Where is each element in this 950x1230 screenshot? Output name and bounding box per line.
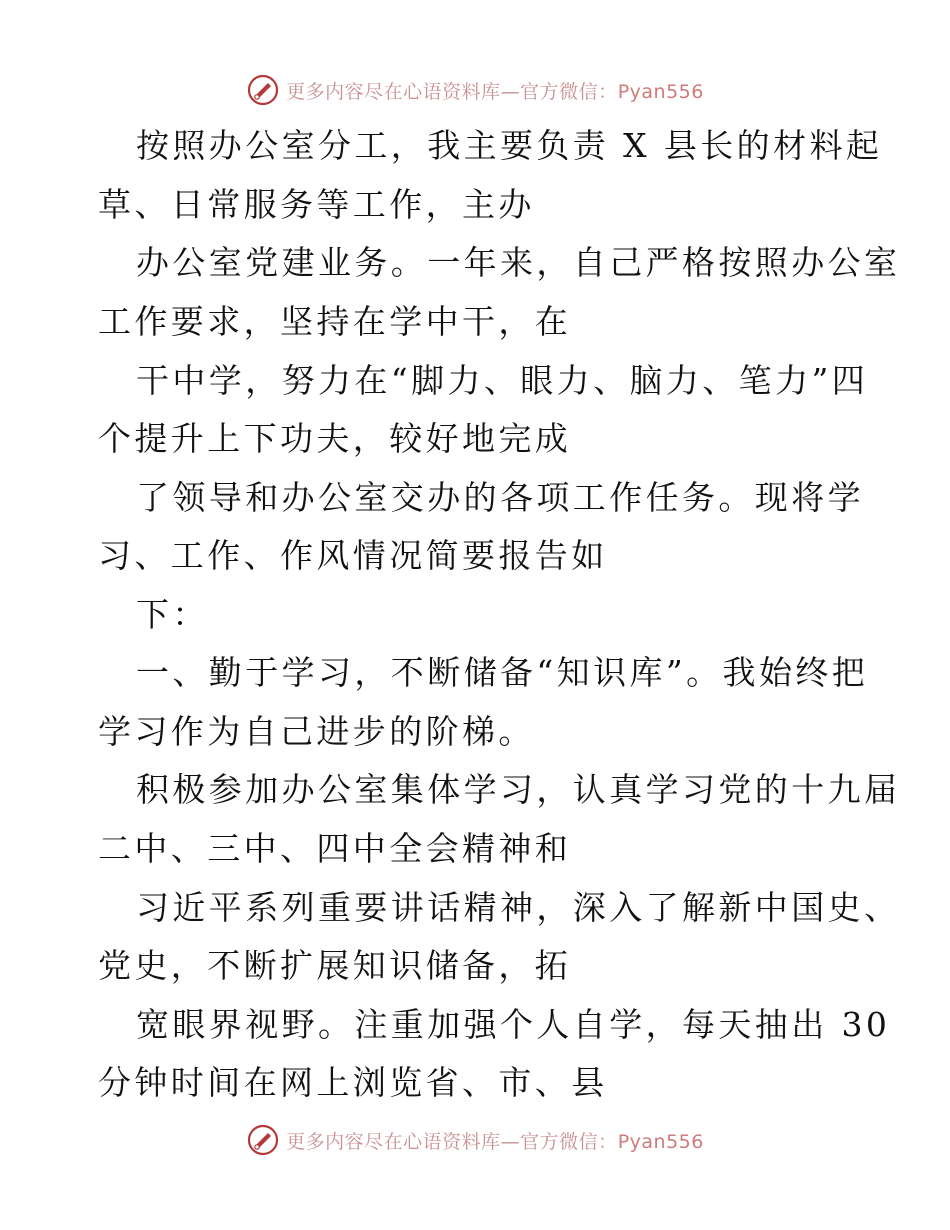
text-line: 草、日常服务等工作，主办 [98,185,535,224]
text-line: 下： [136,595,209,634]
watermark-contact-id: Pyan556 [617,1130,704,1153]
watermark-contact-label: 官方微信： [520,1130,618,1153]
brand-logo-icon [246,1123,280,1157]
watermark-contact-id: Pyan556 [617,80,704,103]
text-line: 学习作为自己进步的阶梯。 [98,712,535,751]
text-line: 了领导和办公室交办的各项工作任务。现将学 [136,478,864,517]
watermark-title: 更多内容尽在心语资料库 [286,80,501,103]
watermark-text [286,1127,704,1154]
text-line: 二中、三中、四中全会精神和 [98,829,572,868]
text-line: 按照办公室分工，我主要负责 X 县长的材料起 [136,126,883,165]
text-line: 办公室党建业务。一年来，自己严格按照办公室 [136,243,901,282]
text-line: 党史，不断扩展知识储备，拓 [98,946,572,985]
watermark-footer [0,1120,950,1160]
watermark-contact-label: 官方微信： [520,80,618,103]
text-line: 积极参加办公室集体学习，认真学习党的十九届 [136,770,901,809]
text-line: 个提升上下功夫，较好地完成 [98,419,572,458]
text-line: 一、勤于学习，不断储备“知识库”。我始终把 [136,653,869,692]
watermark-separator: — [500,80,521,103]
text-line: 宽眼界视野。注重加强个人自学，每天抽出 30 [136,1005,891,1044]
text-line: 习近平系列重要讲话精神，深入了解新中国史、 [136,888,901,927]
watermark-title: 更多内容尽在心语资料库 [286,1130,501,1153]
text-line: 分钟时间在网上浏览省、市、县 [98,1063,608,1102]
watermark-separator: — [500,1130,521,1153]
text-line: 习、工作、作风情况简要报告如 [98,536,608,575]
text-line: 干中学，努力在“脚力、眼力、脑力、笔力”四 [136,361,869,400]
text-line: 工作要求，坚持在学中干，在 [98,302,572,341]
